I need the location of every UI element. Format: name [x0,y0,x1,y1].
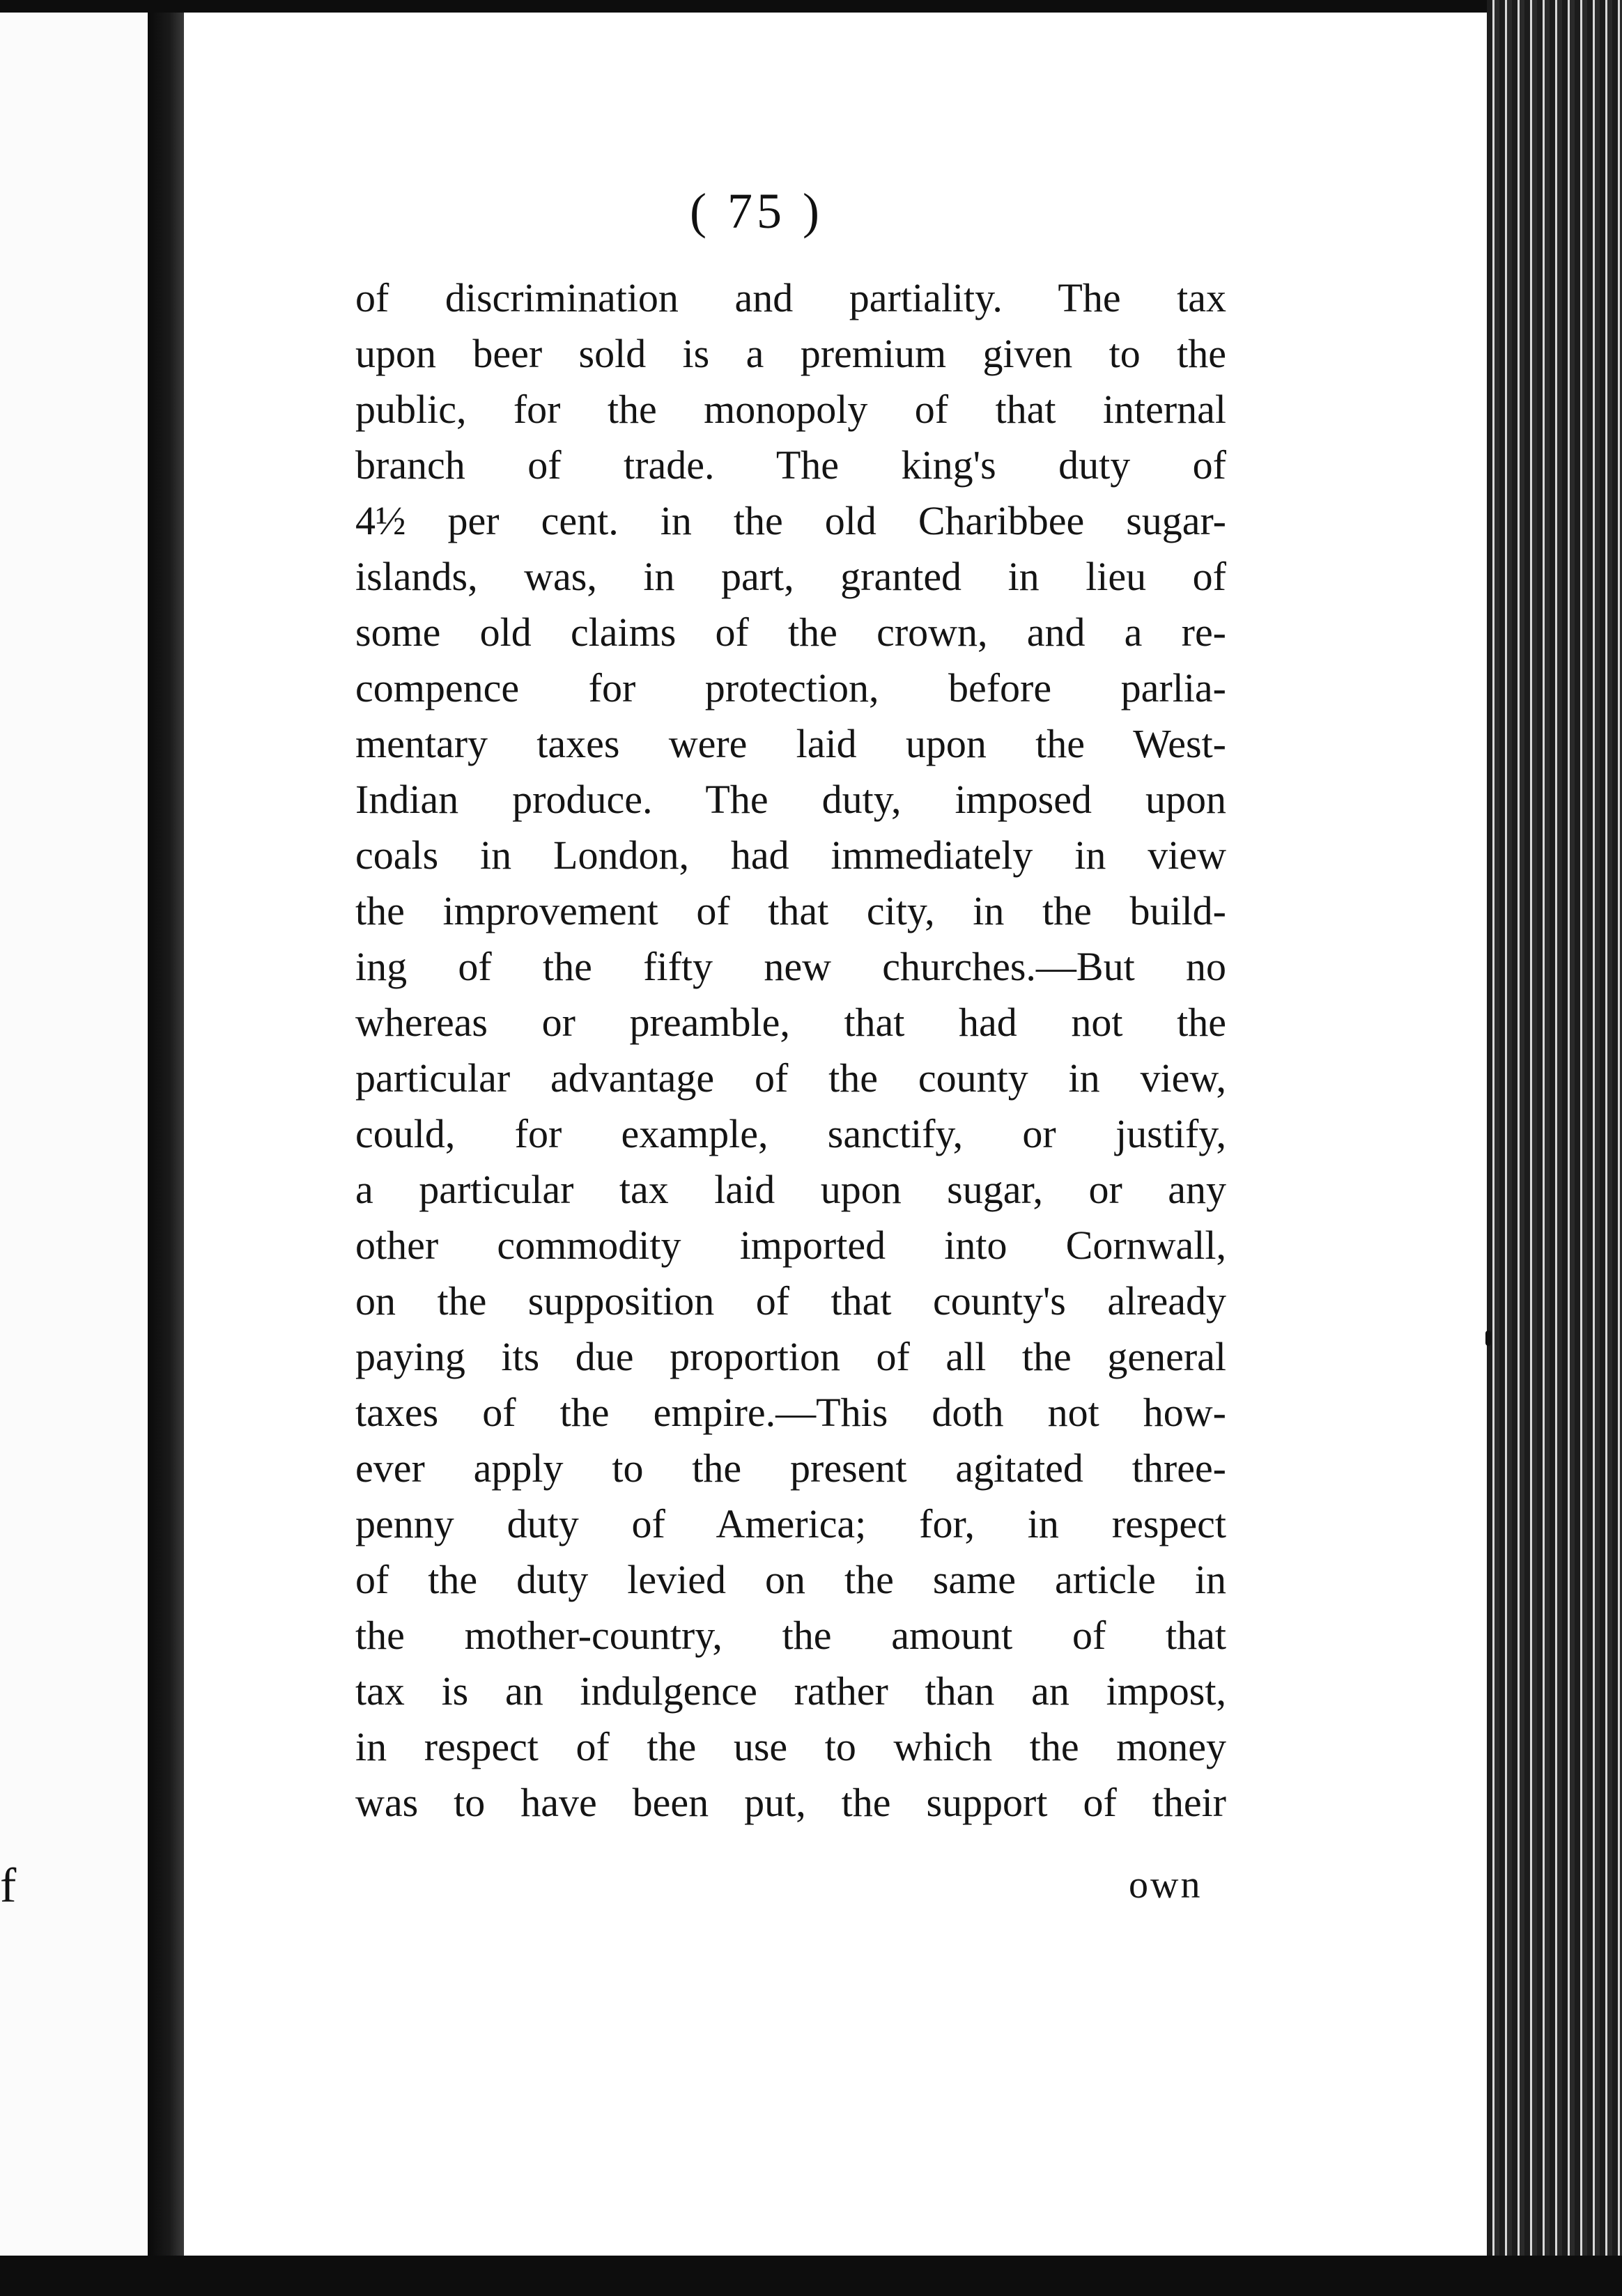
scan-border-top [0,0,1622,13]
text-line: 4½ per cent. in the old Charibbee sugar- [355,498,1226,543]
text-line: paying its due proportion of all the general [355,1334,1226,1379]
text-line: compence for protection, before parlia- [355,665,1226,711]
left-page-residual-letter: f [0,1859,17,1913]
text-line: the improvement of that city, in the build- [355,888,1226,933]
text-line: mentary taxes were laid upon the West- [355,721,1226,766]
page-edges [1487,0,1622,2256]
text-line: islands, was, in part, granted in lieu of [355,554,1226,599]
left-facing-page [0,13,148,2256]
text-line: of discrimination and partiality. The tax [355,275,1226,320]
text-line: upon beer sold is a premium given to the [355,331,1226,376]
text-line: in respect of the use to which the money [355,1724,1226,1769]
text-line: other commodity imported into Cornwall, [355,1223,1226,1268]
text-line: tax is an indulgence rather than an impost, [355,1668,1226,1714]
text-line: coals in London, had immediately in view [355,832,1226,878]
catchword: own [1129,1863,1203,1907]
text-line: on the supposition of that county's already [355,1278,1226,1324]
text-line: Indian produce. The duty, imposed upon [355,777,1226,822]
text-line: some old claims of the crown, and a re- [355,610,1226,655]
page-number: ( 75 ) [690,183,824,239]
text-line: ever apply to the present agitated three- [355,1445,1226,1491]
text-line: particular advantage of the county in view, [355,1055,1226,1101]
text-line: was to have been put, the support of their [355,1780,1226,1825]
scan-border-bottom [0,2256,1622,2296]
text-line: penny duty of America; for, in respect [355,1501,1226,1546]
text-line: the mother-country, the amount of that [355,1613,1226,1658]
text-line: could, for example, sanctify, or justify, [355,1111,1226,1156]
text-line: whereas or preamble, that had not the [355,1000,1226,1045]
text-line: branch of trade. The king's duty of [355,442,1226,488]
text-line: public, for the monopoly of that internal [355,387,1226,432]
margin-mark [1485,1331,1491,1346]
body-text [355,270,1226,1831]
text-line: of the duty levied on the same article in [355,1557,1226,1602]
text-line: a particular tax laid upon sugar, or any [355,1167,1226,1212]
text-line: ing of the fifty new churches.—But no [355,944,1226,989]
text-line: taxes of the empire.—This doth not how- [355,1390,1226,1435]
book-gutter [148,13,184,2256]
